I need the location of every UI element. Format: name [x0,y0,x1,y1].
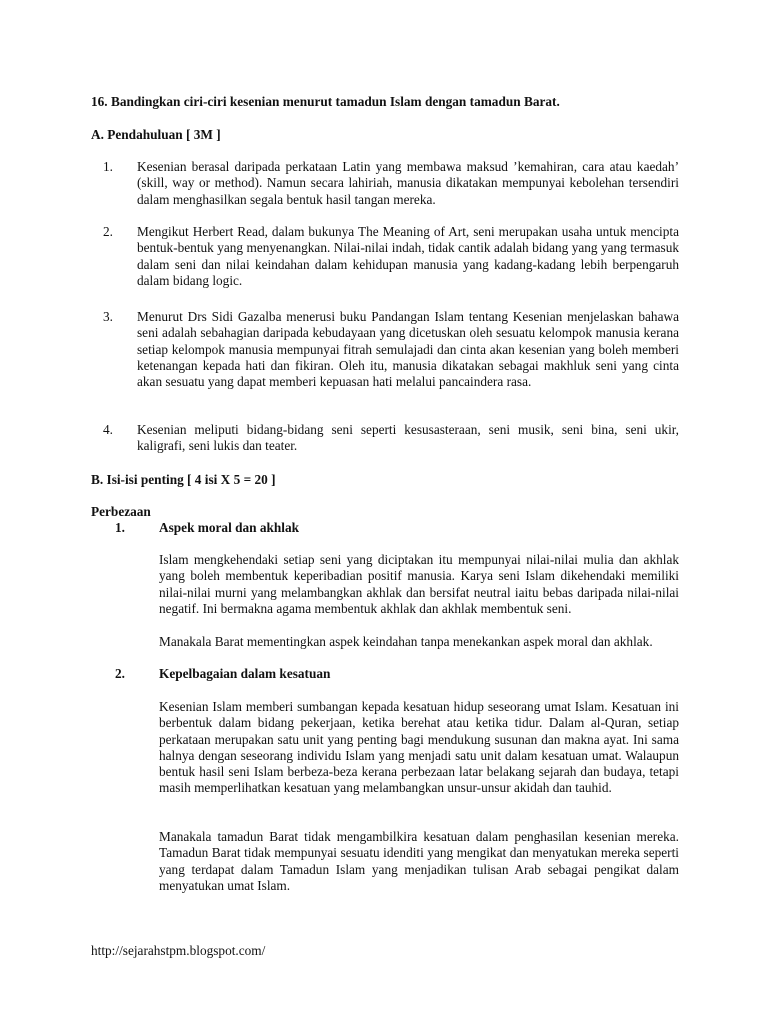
point-paragraph: Manakala tamadun Barat tidak mengambilkira kesatuan dalam penghasilan kesenian mereka. Tamadun Barat tidak mempunyai sesuatu idenditi yang mengikat dan menyatukan mereka seperti yang terdapat dalam Tamadun Islam yang menjadikan tulisan Arab sebagai pengikat dalam menyatukan umat Islam. [159,829,679,893]
item-number: 3. [103,309,113,324]
pendahuluan-item: Kesenian meliputi bidang-bidang seni seperti kesusasteraan, seni musik, seni bina, seni ukir, kaligrafi, seni lukis dan teater. [137,422,679,454]
question-title: 16. Bandingkan ciri-ciri kesenian menurut tamadun Islam dengan tamadun Barat. [91,94,560,109]
item-number: 4. [103,422,113,437]
point-paragraph: Kesenian Islam memberi sumbangan kepada kesatuan hidup seseorang umat Islam. Kesatuan ini berbentuk dalam bidang pekerjaan, ketika berehat atau ketika tidur. Dalam al-Quran, setiap perkataan merupakan satu unit yang penting bagi mendukung susunan dan makna ayat. Ini sama halnya dengan seseorang individu Islam yang menjadi satu unit dalam kesatuan umat. Walaupun bentuk hasil seni Islam berbeza-beza kerana perbezaan latar belakang sejarah dan budaya, tetapi masih memperlihatkan kesatuan yang melambangkan unsur-unsur akidah dan tauhid. [159,699,679,796]
item-number: 2. [103,224,113,239]
pendahuluan-item: Mengikut Herbert Read, dalam bukunya The Meaning of Art, seni merupakan usaha untuk mencipta bentuk-bentuk yang menyenangkan. Nilai-nilai indah, tidak cantik adalah bidang yang yang termasuk dalam seni dan nilai keindahan dalam kehidupan manusia yang kadang-kadang lebih berpengaruh dalam bidang logic. [137,224,679,288]
pendahuluan-item: Kesenian berasal daripada perkataan Latin yang membawa maksud ’kemahiran, cara atau kaedah’ (skill, way or method). Namun secara lahiriah, manusia dikatakan mempunyai kebolehan tersendiri dalam menghasilkan segala bentuk hasil tangan mereka. [137,159,679,207]
pendahuluan-item: Menurut Drs Sidi Gazalba menerusi buku Pandangan Islam tentang Kesenian menjelaskan bahawa seni adalah sebahagian daripada kebudayaan yang dicetuskan oleh sesuatu kelompok manusia kerana setiap kelompok manusia mempunyai fitrah semulajadi dan cinta akan kesenian yang boleh memberi ketenangan kepada hati dan fikiran. Oleh itu, manusia dikatakan sebagai makhluk seni yang cinta akan sesuatu yang dapat memberi kepuasan hati melalui pancaindera rasa. [137,309,679,390]
point-number: 2. [115,666,125,681]
point-number: 1. [115,520,125,535]
section-a-heading: A. Pendahuluan [ 3M ] [91,127,221,142]
point-title: Aspek moral dan akhlak [159,520,300,535]
point-title: Kepelbagaian dalam kesatuan [159,666,331,681]
section-b-heading: B. Isi-isi penting [ 4 isi X 5 = 20 ] [91,472,276,487]
item-number: 1. [103,159,113,174]
section-b-subheading: Perbezaan [91,504,151,519]
footer-url[interactable]: http://sejarahstpm.blogspot.com/ [91,943,266,958]
point-paragraph: Islam mengkehendaki setiap seni yang diciptakan itu mempunyai nilai-nilai mulia dan akhlak yang boleh membentuk keperibadian positif manusia. Karya seni Islam dikehendaki memiliki nilai-nilai murni yang melambangkan akhlak dan bersifat neutral iaitu bebas daripada nilai-nilai negatif. Ini bermakna agama membentuk akhlak dan akhlak membentuk seni. [159,552,679,616]
point-paragraph: Manakala Barat mementingkan aspek keindahan tanpa menekankan aspek moral dan akhlak. [159,634,653,649]
